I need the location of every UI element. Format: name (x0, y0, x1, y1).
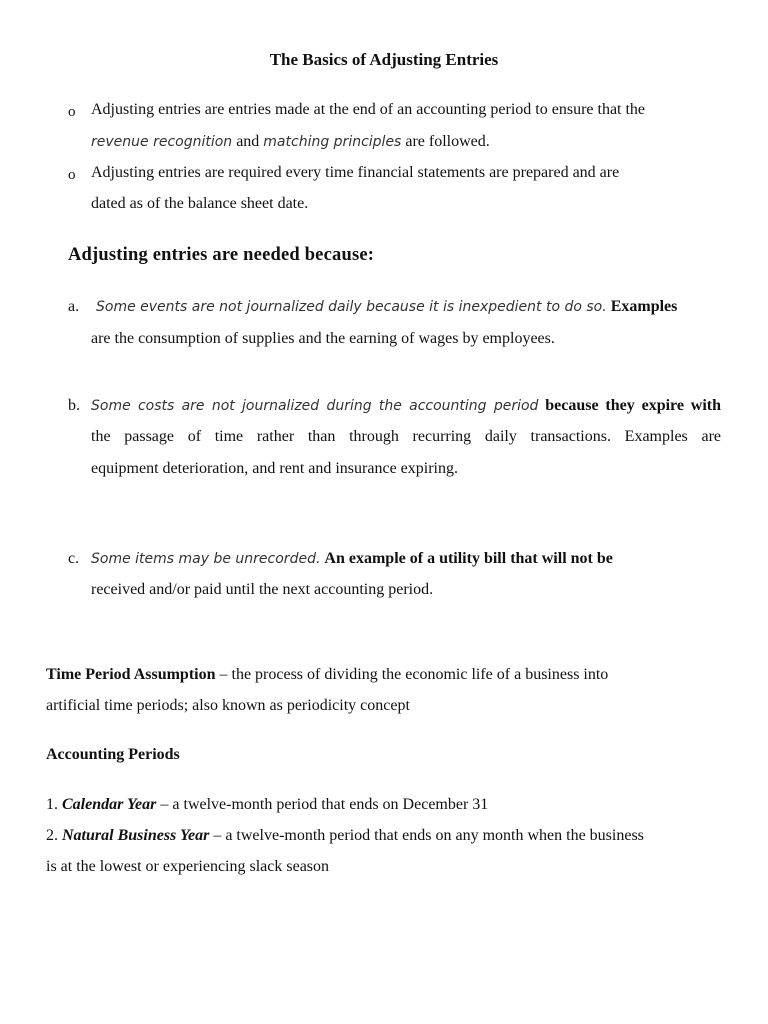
reason-b-line-1 (91, 397, 721, 415)
revenue-recognition-term: revenue recognition (91, 134, 233, 150)
bullet-marker: o (68, 104, 76, 120)
reason-b-line-2: the passage of time rather than through recurring daily transactions. Examples are (91, 428, 721, 445)
bullet-1-tail: are followed. (405, 133, 490, 150)
reason-b-italic: Some costs are not journalized during the accounting period (91, 398, 539, 414)
reason-c-line-2: received and/or paid until the next accounting period. (91, 581, 434, 598)
period-number: 1. (46, 796, 58, 813)
period-item-1 (46, 796, 488, 814)
time-period-term: Time Period Assumption (46, 666, 216, 683)
period-definition: – a twelve-month period that ends on December 31 (160, 796, 489, 813)
bullet-1-line-1: Adjusting entries are entries made at the end of an accounting period to ensure that the (91, 101, 646, 118)
reason-b-line-3: equipment deterioration, and rent and insurance expiring. (91, 460, 458, 477)
reason-marker-c: c. (68, 550, 80, 567)
reason-a-bold: Examples (610, 298, 678, 315)
matching-principles-term: matching principles (263, 134, 402, 150)
time-period-line-1 (46, 666, 608, 684)
period-number: 2. (46, 827, 58, 844)
reason-marker-b: b. (68, 397, 80, 414)
reason-b-bold: because they expire with (545, 397, 721, 414)
reason-c-italic: Some items may be unrecorded. (91, 551, 321, 567)
reason-marker-a: a. (68, 298, 80, 315)
reason-c-line-1 (91, 550, 613, 568)
document-title: The Basics of Adjusting Entries (269, 50, 499, 69)
bullet-marker: o (68, 167, 76, 183)
time-period-definition: – the process of dividing the economic life of a business into (219, 666, 609, 683)
reason-c-bold: An example of a utility bill that will not be (324, 550, 613, 567)
period-item-2 (46, 827, 644, 845)
needed-heading: Adjusting entries are needed because: (68, 245, 375, 265)
accounting-periods-heading: Accounting Periods (46, 746, 180, 763)
time-period-line-2: artificial time periods; also known as periodicity concept (46, 697, 410, 714)
period-term: Calendar Year (62, 796, 157, 813)
bullet-2-line-2: dated as of the balance sheet date. (91, 195, 309, 212)
period-term: Natural Business Year (62, 827, 210, 844)
reason-a-line-2: are the consumption of supplies and the earning of wages by employees. (91, 330, 555, 347)
connector-text: and (236, 133, 260, 150)
reason-a-italic: Some events are not journalized daily because it is inexpedient to do so. (96, 299, 607, 315)
reason-a-line-1 (96, 298, 677, 316)
period-definition: – a twelve-month period that ends on any month when the business (213, 827, 644, 844)
bullet-1-line-2 (91, 133, 490, 151)
period-item-2-line-2: is at the lowest or experiencing slack season (46, 858, 330, 875)
bullet-2-line-1: Adjusting entries are required every time financial statements are prepared and are (91, 164, 620, 181)
